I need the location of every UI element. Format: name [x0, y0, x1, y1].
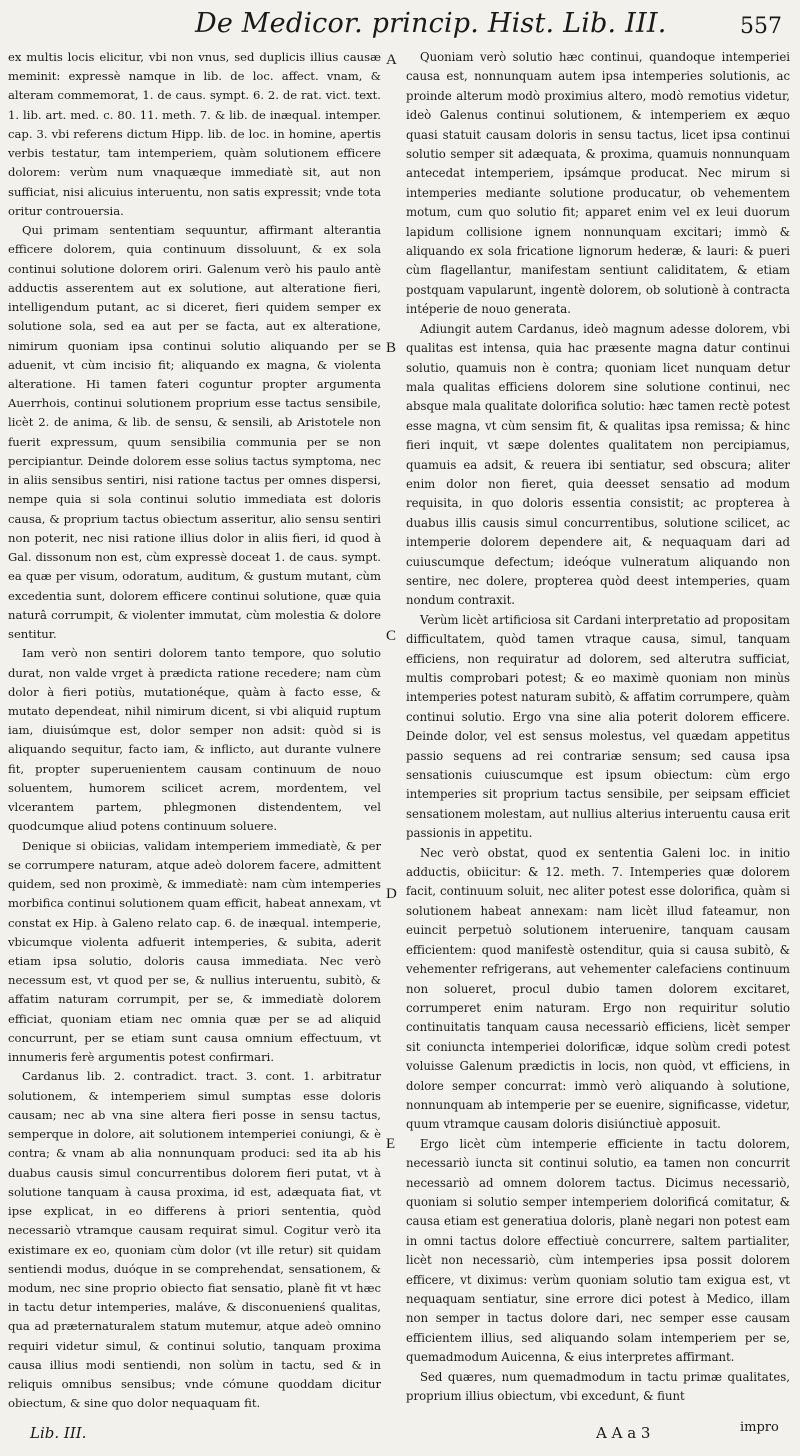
- paragraph: Quoniam verò solutio hæc continui, quandoque intemperiei causa est, nonnunquam autem ipsa intemperies solutionis, ac proinde alterum modò proximius altero, modò remotius videtur, ideò Galenus continui solutionem, & intemperiem ex æquo quasi statuit causam doloris in sensu tactus, licet ipsa continui solutio semper sit adæquata, & proxima, quamuis nonnunquam antecedat intemperiem, ipsámque producat. Nec mirum si intemperies mediante solutione producatur, ob vehementem motum, cum quo solutio fit; apparet enim vel ex leui duorum lapidum collisione ignem nonnunquam excitari; immò & aliquando ex sola fricatione lignorum hederæ, & lauri: & pueri cùm flagellantur, manifestam sentiunt caliditatem, & etiam postquam vapularunt, ingentè dolorem, ob solutionè à contracta intéperie de nouo generata.: [406, 50, 790, 317]
- paragraph: Nec verò obstat, quod ex sententia Galeni loc. in initio adductis, obiicitur: & 12. meth. 7. Intemperies quæ dolorem facit, continuum soluit, nec aliter potest esse dolorifica, quàm si solutionem habeat annexam: nam licèt illud fateamur, non euincit perpetuò solutionem interuenire, tanquam causam efficientem: quod manifestè ostenditur, quia si causa subitò, & vehementer refrigerans, aut vehementer calefaciens continuum non solueret, procul dubio tamen dolorem excitaret, corrumperet enim naturam. Ergo non requiritur solutio continuitatis tanquam causa necessariò efficiens, licèt semper sit coniuncta intemperiei dolorificæ, idque solùm credi potest voluisse Galenum prædictis in locis, non quòd, vt efficiens, in dolore semper concurrat: immò verò aliquando à solutione, nonnunquam ab intemperie per se euenire, significasse, videtur, quum vtramque causam doloris disiúnctiuè apposuit.: [406, 845, 790, 1132]
- paragraph: Qui primam sententiam sequuntur, affirmant alterantia efficere dolorem, quia continuum dissoluunt, & ex sola continui solutione dolorem oriri. Galenum verò his paulo antè adductis asserentem aut ex solutione, aut alteratione fieri, intelligendum putant, ac si diceret, fieri quidem semper ex solutione sola, sed ea aut per se facta, aut ex alteratione, nimirum quoniam ipsa continui solutio aliquando per se aduenit, vt cùm incisio fit; aliquando ex magna, & violenta alteratione. Hi tamen fateri coguntur propter argumenta Auerrhois, continui solutionem proprium esse tactus sensibile, licèt 2. de anima, & lib. de sensu, & sensili, ab Aristotele non fuerit expressum, quum sensibilia communia per se non percipiantur. Deinde dolorem esse solius tactus symptoma, nec in aliis sensibus sentiri, nisi ratione tactus per omnes dispersi, nempe quia si sola continui solutio immediata est doloris causa, & proprium tactus obiectum asseritur, alio sensu sentiri non poterit, nec nisi ratione illius dolor in aliis fieri, id quod à Gal. dissonum non est, cùm expressè doceat 1. de caus. sympt. ea quæ per visum, odoratum, auditum, & gustum mutant, cùm excedentia sunt, dolorem efficere continui solutione, quæ quia naturâ corrumpit, & violenter immutat, cùm molestia & dolore sentitur.: [8, 223, 381, 642]
- page-number: 557: [740, 14, 782, 39]
- paragraph: Denique si obiicias, validam intemperiem immediatè, & per se corrumpere naturam, atque adeò dolorem facere, admittent quidem, sed non proximè, & immediatè: nam cùm intemperies morbifica continui solutionem quam efficit, habeat annexam, vt constat ex Hip. à Galeno relato cap. 6. de inæqual. intemperie, vbicumque violenta adfuerit intemperies, & subita, aderit etiam ipsa solutio, doloris causa immediata. Nec verò necessum est, vt quod per se, & nullius interuentu, subitò, & affatim naturam corrumpit, per se, & immediatè dolorem efficiat, quoniam etiam nec omnia quæ per se ad aliquid concurrunt, per se etiam sunt causa omnium effectuum, vt innumeris ferè argumentis potest confirmari.: [8, 838, 381, 1065]
- margin-marker-b: B: [386, 340, 397, 356]
- margin-marker-a: A: [386, 52, 397, 68]
- margin-marker-e: E: [386, 1136, 396, 1152]
- page-footer: [0, 1418, 800, 1448]
- footer-book-label: Lib. III.: [30, 1424, 87, 1442]
- margin-marker-c: C: [386, 628, 397, 644]
- paragraph: Ergo licèt cùm intemperie efficiente in tactu dolorem, necessariò iuncta sit continui solutio, ea tamen non concurrit necessariò ad omnem dolorem tactus. Dicimus necessariò, quoniam si solutio semper intemperiem dolorificá comitatur, & causa etiam est generatiua doloris, planè negari non potest eam in omni tactus dolore effectiuè concurrere, saltem partialiter, licèt non necessariò, cùm intemperies ipsa possit dolorem efficere, vt diximus: verùm quoniam solutio tam exigua est, vt nequaquam sentiatur, sine errore dici potest à Medico, illam non semper in tactus dolore dari, nec semper esse causam efficientem illius, sed aliquando solam intemperiem per se, quemadmodum Auicenna, & eius interpretes affirmant.: [406, 1136, 790, 1365]
- margin-marker-d: D: [386, 886, 397, 902]
- paragraph: Adiungit autem Cardanus, ideò magnum adesse dolorem, vbi qualitas est intensa, quia hac præsente magna datur continui solutio, quamuis non è contra; quoniam licet nunquam detur mala qualitas efficiens dolorem sine solutione continui, nec absque mala qualitate dolorifica solutio: hæc tamen rectè potest esse magna, vt cùm sensim fit, & qualitas ipsa remissa; & hinc fieri inquit, vt sæpe dolentes qualitatem non percipiamus, quamuis ea adsit, & reuera ibi sentiatur, sed obscura; aliter enim dolor non fieret, quia deesset sensatio ad modum requisita, in quo doloris essentia consistit; ac propterea à duabus illis causis simul concurrentibus, solutione scilicet, ac intemperie dolorem dependere ait, & nequaquam dari ad cuiuscumque defectum; ideóque vulneratum aliquando non sentire, nec dolere, propterea quòd deest intemperies, quam nondum contraxit.: [406, 321, 790, 608]
- paragraph: ex multis locis elicitur, vbi non vnus, sed duplicis illius causæ meminit: expressè namque in lib. de loc. affect. vnam, & alteram commemorat, 1. de caus. sympt. 6. 2. de rat. vict. text. 1. lib. art. med. c. 80. 11. meth. 7. & lib. de inæqual. intemper. cap. 3. vbi referens dictum Hipp. lib. de loc. in homine, apertis verbis testatur, tam intemperiem, quàm solutionem efficere dolorem: verùm num vnaquæque immediatè sit, aut non sufficiat, nisi alicuius interuentu, non satis expressit; vnde tota oritur controuersia.: [8, 50, 381, 218]
- signature-mark: A A a 3: [596, 1424, 651, 1442]
- catchword: impro: [740, 1420, 779, 1435]
- paragraph: Cardanus lib. 2. contradict. tract. 3. cont. 1. arbitratur solutionem, & intemperiem simul sumptas esse doloris causam; nec ab vna sine altera fieri posse in sensu tactus, semperque in dolore, ait solutionem intemperiei coniungi, & è contra; & vnam ab alia nonnunquam produci: sed ita ab his duabus causis simul concurrentibus dolorem fieri putat, vt à solutione tanquam à causa proxima, id est, adæquata fiat, vt ipse explicat, in eo differens à priori sententia, quòd necessariò vtramque causam requirat simul. Cogitur verò ita existimare ex eo, quoniam cùm dolor (vt ille retur) sit quidam sentiendi modus, duóque in se comprehendat, sensationem, & modum, nec sine proprio obiecto fiat sensatio, planè fit vt hæc in tactu detur intemperies, maláve, & disconuenienś qualitas, qua ad præternaturalem statum mutemur, atque adeò omnino requiri videtur simul, & continui solutio, tanquam proxima causa illius modi sentiendi, non solùm in tactu, sed & in reliquis omnibus sensibus; vnde cómune quoddam dicitur obiectum, & sine quo dolor nequaquam fit.: [8, 1069, 381, 1411]
- running-title: De Medicor. princip. Hist. Lib. III.: [195, 8, 667, 39]
- left-column: [8, 48, 381, 1414]
- paragraph: Verùm licèt artificiosa sit Cardani interpretatio ad propositam difficultatem, quòd tamen vtraque causa, simul, tanquam efficiens, non requiratur ad dolorem, sed alterutra sufficiat, multis comprobari potest; & eo maximè quoniam non minùs intemperies potest naturam subitò, & affatim corrumpere, quàm continui solutio. Ergo vna sine alia poterit dolorem efficere. Deinde dolor, vel est sensus molestus, vel quædam appetitus passio sequens ad rei contrariæ sensum; sed causa ipsa sensationis cuiuscumque est ipsum obiectum: cùm ergo intemperies sit proprium tactus sensibile, per seipsam efficiet sensationem molestam, aut nullius alterius interuentu causa erit passionis in appetitu.: [406, 612, 790, 841]
- paragraph: Sed quæres, num quemadmodum in tactu primæ qualitates, proprium illius obiectum, vbi excedunt, & fiunt: [406, 1369, 790, 1404]
- page-header: [0, 6, 800, 50]
- paragraph: Iam verò non sentiri dolorem tanto tempore, quo solutio durat, non valde vrget à prædicta ratione recedere; nam cùm dolor à fieri potiùs, mutationéque, quàm à facto esse, & mutato dependeat, nihil nimirum dicent, si vbi aliquid ruptum iam, diuisúmque est, dolor semper non adsit: quòd si is aliquando sequitur, facto iam, & inflicto, aut durante vulnere fit, propter superuenientem causam continuum de nouo soluentem, humorem scilicet acrem, mordentem, vel vlcerantem partem, phlegmonen distendentem, vel quodcumque aliud potens continuum soluere.: [8, 646, 381, 834]
- right-column: [406, 48, 790, 1406]
